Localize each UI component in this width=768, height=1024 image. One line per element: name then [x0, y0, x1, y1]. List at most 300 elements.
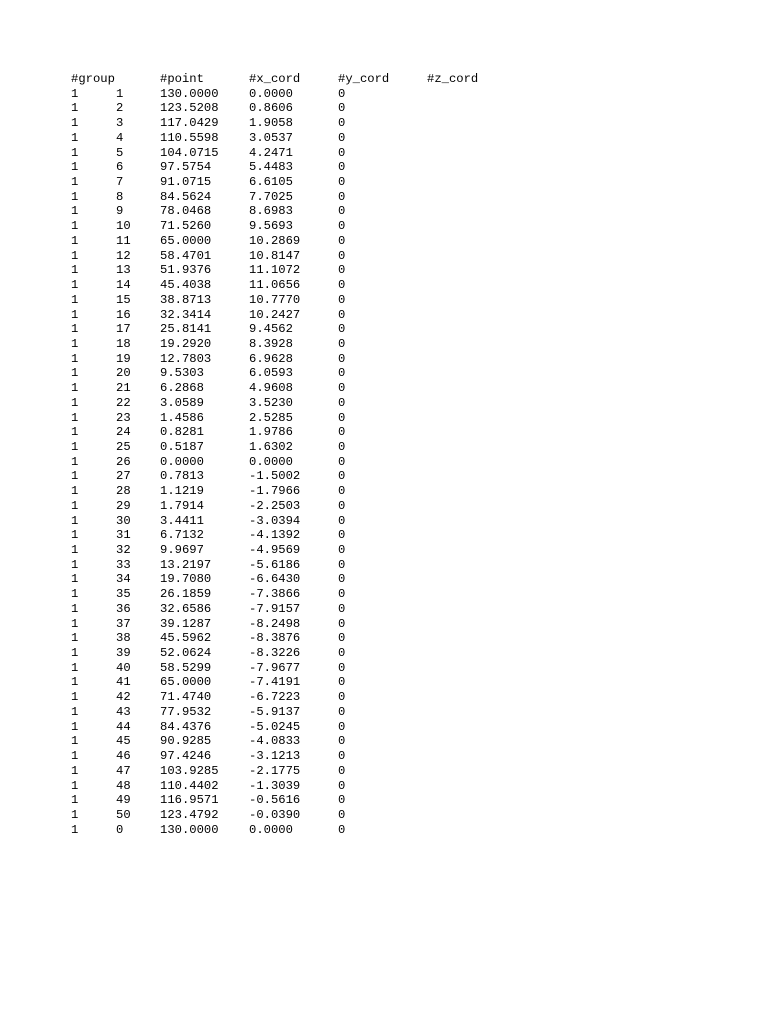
cell-group: 1: [71, 410, 79, 425]
cell-z-cord: 0: [338, 807, 346, 822]
cell-group: 1: [71, 646, 79, 661]
cell-z-cord: 0: [338, 425, 346, 440]
cell-z-cord: 0: [338, 101, 346, 116]
cell-point: 24: [116, 425, 131, 440]
cell-group: 1: [71, 233, 79, 248]
cell-z-cord: 0: [338, 822, 346, 837]
cell-y-cord: -1.7966: [249, 484, 301, 499]
cell-group: 1: [71, 660, 79, 675]
table-row: [71, 440, 507, 455]
cell-x-cord: 13.2197: [160, 557, 212, 572]
cell-y-cord: 0.0000: [249, 822, 293, 837]
cell-y-cord: -8.2498: [249, 616, 301, 631]
cell-x-cord: 130.0000: [160, 86, 219, 101]
cell-x-cord: 3.4411: [160, 513, 204, 528]
table-row: [71, 396, 507, 411]
cell-z-cord: 0: [338, 366, 346, 381]
cell-group: 1: [71, 219, 79, 234]
cell-x-cord: 65.0000: [160, 233, 212, 248]
cell-x-cord: 52.0624: [160, 646, 212, 661]
cell-z-cord: 0: [338, 704, 346, 719]
table-row: [71, 381, 507, 396]
header-y-cord: #y_cord: [338, 72, 390, 86]
cell-point: 29: [116, 498, 131, 513]
cell-group: 1: [71, 543, 79, 557]
cell-x-cord: 77.9532: [160, 704, 212, 719]
cell-x-cord: 32.6586: [160, 601, 212, 616]
cell-z-cord: 0: [338, 263, 346, 278]
cell-x-cord: 90.9285: [160, 734, 212, 749]
cell-point: 30: [116, 513, 131, 528]
cell-point: 0: [116, 822, 124, 837]
header-z-cord: #z_cord: [427, 72, 479, 86]
cell-z-cord: 0: [338, 116, 346, 131]
cell-group: 1: [71, 675, 79, 690]
table-row: [71, 646, 507, 661]
cell-group: 1: [71, 425, 79, 440]
cell-point: 32: [116, 543, 131, 557]
cell-z-cord: 0: [338, 160, 346, 175]
cell-point: 33: [116, 557, 131, 572]
cell-x-cord: 32.3414: [160, 307, 212, 322]
cell-y-cord: 5.4483: [249, 160, 293, 175]
cell-group: 1: [71, 528, 79, 543]
cell-z-cord: 0: [338, 631, 346, 646]
table-row: [71, 720, 507, 735]
cell-y-cord: 10.8147: [249, 248, 301, 263]
header-group: #group: [71, 72, 115, 86]
cell-z-cord: 0: [338, 616, 346, 631]
cell-group: 1: [71, 587, 79, 602]
cell-x-cord: 84.4376: [160, 719, 212, 734]
cell-group: 1: [71, 116, 79, 131]
header-row: [71, 72, 507, 87]
cell-point: 43: [116, 704, 131, 719]
cell-y-cord: -4.9569: [249, 543, 301, 557]
cell-z-cord: 0: [338, 86, 346, 101]
cell-z-cord: 0: [338, 484, 346, 499]
cell-group: 1: [71, 175, 79, 190]
cell-point: 7: [116, 175, 124, 190]
cell-z-cord: 0: [338, 543, 346, 557]
table-row: [71, 793, 507, 808]
cell-point: 28: [116, 484, 131, 499]
cell-x-cord: 110.4402: [160, 778, 219, 793]
cell-group: 1: [71, 263, 79, 278]
cell-z-cord: 0: [338, 175, 346, 190]
cell-point: 42: [116, 690, 131, 705]
cell-point: 21: [116, 381, 131, 396]
cell-x-cord: 45.5962: [160, 631, 212, 646]
cell-y-cord: 1.9786: [249, 425, 293, 440]
table-row: [71, 558, 507, 573]
cell-z-cord: 0: [338, 587, 346, 602]
table-row: [71, 366, 507, 381]
cell-z-cord: 0: [338, 145, 346, 160]
cell-group: 1: [71, 381, 79, 396]
cell-z-cord: 0: [338, 410, 346, 425]
cell-point: 19: [116, 351, 131, 366]
cell-z-cord: 0: [338, 557, 346, 572]
cell-z-cord: 0: [338, 336, 346, 351]
cell-x-cord: 19.2920: [160, 336, 212, 351]
table-row: [71, 572, 507, 587]
header-point: #point: [160, 72, 204, 86]
cell-z-cord: 0: [338, 646, 346, 661]
cell-group: 1: [71, 351, 79, 366]
cell-z-cord: 0: [338, 395, 346, 410]
table-row: [71, 219, 507, 234]
cell-y-cord: -4.1392: [249, 528, 301, 543]
cell-y-cord: -1.3039: [249, 778, 301, 793]
cell-z-cord: 0: [338, 498, 346, 513]
cell-z-cord: 0: [338, 204, 346, 219]
cell-z-cord: 0: [338, 749, 346, 764]
cell-y-cord: -8.3226: [249, 646, 301, 661]
cell-y-cord: 3.0537: [249, 130, 293, 145]
cell-x-cord: 1.4586: [160, 410, 204, 425]
cell-group: 1: [71, 793, 79, 808]
cell-z-cord: 0: [338, 528, 346, 543]
cell-group: 1: [71, 278, 79, 293]
cell-group: 1: [71, 749, 79, 764]
cell-y-cord: 4.9608: [249, 381, 293, 396]
cell-group: 1: [71, 322, 79, 337]
cell-y-cord: 9.5693: [249, 219, 293, 234]
cell-y-cord: -7.3866: [249, 587, 301, 602]
cell-point: 11: [116, 233, 131, 248]
cell-point: 44: [116, 719, 131, 734]
table-row: [71, 808, 507, 823]
cell-x-cord: 91.0715: [160, 175, 212, 190]
cell-point: 14: [116, 278, 131, 293]
cell-x-cord: 58.4701: [160, 248, 212, 263]
table-row: [71, 705, 507, 720]
cell-group: 1: [71, 395, 79, 410]
cell-z-cord: 0: [338, 278, 346, 293]
cell-z-cord: 0: [338, 778, 346, 793]
cell-group: 1: [71, 704, 79, 719]
cell-x-cord: 9.5303: [160, 366, 204, 381]
cell-z-cord: 0: [338, 233, 346, 248]
cell-group: 1: [71, 690, 79, 705]
table-row: [71, 690, 507, 705]
cell-x-cord: 39.1287: [160, 616, 212, 631]
cell-x-cord: 26.1859: [160, 587, 212, 602]
table-row: [71, 308, 507, 323]
cell-group: 1: [71, 454, 79, 469]
cell-group: 1: [71, 439, 79, 454]
table-row: [71, 469, 507, 484]
cell-x-cord: 19.7080: [160, 572, 212, 587]
cell-y-cord: 2.5285: [249, 410, 293, 425]
cell-z-cord: 0: [338, 248, 346, 263]
cell-y-cord: -0.5616: [249, 793, 301, 808]
cell-y-cord: -8.3876: [249, 631, 301, 646]
cell-group: 1: [71, 189, 79, 204]
cell-x-cord: 117.0429: [160, 116, 219, 131]
cell-x-cord: 84.5624: [160, 189, 212, 204]
cell-x-cord: 78.0468: [160, 204, 212, 219]
cell-group: 1: [71, 719, 79, 734]
cell-x-cord: 71.5260: [160, 219, 212, 234]
cell-z-cord: 0: [338, 439, 346, 454]
cell-z-cord: 0: [338, 793, 346, 808]
cell-x-cord: 38.8713: [160, 292, 212, 307]
cell-z-cord: 0: [338, 690, 346, 705]
cell-y-cord: 3.5230: [249, 395, 293, 410]
table-row: [71, 484, 507, 499]
cell-z-cord: 0: [338, 219, 346, 234]
table-row: [71, 587, 507, 602]
cell-point: 26: [116, 454, 131, 469]
cell-x-cord: 51.9376: [160, 263, 212, 278]
cell-point: 23: [116, 410, 131, 425]
cell-y-cord: -2.1775: [249, 763, 301, 778]
cell-point: 31: [116, 528, 131, 543]
table-row: [71, 175, 507, 190]
cell-y-cord: 6.0593: [249, 366, 293, 381]
table-row: [71, 764, 507, 779]
cell-y-cord: 8.3928: [249, 336, 293, 351]
cell-x-cord: 104.0715: [160, 145, 219, 160]
cell-x-cord: 123.4792: [160, 807, 219, 822]
cell-z-cord: 0: [338, 292, 346, 307]
cell-z-cord: 0: [338, 130, 346, 145]
table-row: [71, 263, 507, 278]
table-row: [71, 190, 507, 205]
cell-group: 1: [71, 807, 79, 822]
cell-group: 1: [71, 763, 79, 778]
cell-x-cord: 6.7132: [160, 528, 204, 543]
cell-y-cord: 10.7770: [249, 292, 301, 307]
cell-y-cord: 0.8606: [249, 101, 293, 116]
cell-y-cord: 7.7025: [249, 189, 293, 204]
cell-z-cord: 0: [338, 763, 346, 778]
cell-point: 10: [116, 219, 131, 234]
cell-point: 20: [116, 366, 131, 381]
table-row: [71, 131, 507, 146]
cell-y-cord: -5.6186: [249, 557, 301, 572]
table-row: [71, 514, 507, 529]
cell-y-cord: 11.1072: [249, 263, 301, 278]
cell-x-cord: 110.5598: [160, 130, 219, 145]
data-rows: [71, 87, 507, 838]
cell-group: 1: [71, 101, 79, 116]
table-row: [71, 322, 507, 337]
cell-z-cord: 0: [338, 601, 346, 616]
cell-z-cord: 0: [338, 189, 346, 204]
cell-y-cord: 1.9058: [249, 116, 293, 131]
cell-point: 16: [116, 307, 131, 322]
cell-y-cord: 0.0000: [249, 86, 293, 101]
table-row: [71, 352, 507, 367]
cell-group: 1: [71, 822, 79, 837]
table-row: [71, 278, 507, 293]
cell-y-cord: 9.4562: [249, 322, 293, 337]
cell-x-cord: 116.9571: [160, 793, 219, 808]
table-row: [71, 528, 507, 543]
cell-x-cord: 130.0000: [160, 822, 219, 837]
cell-point: 1: [116, 86, 124, 101]
cell-point: 38: [116, 631, 131, 646]
cell-point: 36: [116, 601, 131, 616]
cell-z-cord: 0: [338, 675, 346, 690]
cell-y-cord: 11.0656: [249, 278, 301, 293]
table-row: [71, 661, 507, 676]
cell-point: 12: [116, 248, 131, 263]
cell-group: 1: [71, 498, 79, 513]
table-row: [71, 823, 507, 838]
cell-group: 1: [71, 292, 79, 307]
cell-point: 25: [116, 439, 131, 454]
table-row: [71, 337, 507, 352]
table-row: [71, 455, 507, 470]
cell-y-cord: -7.4191: [249, 675, 301, 690]
cell-y-cord: -6.7223: [249, 690, 301, 705]
cell-point: 2: [116, 101, 124, 116]
table-row: [71, 602, 507, 617]
cell-x-cord: 0.5187: [160, 439, 204, 454]
cell-point: 49: [116, 793, 131, 808]
cell-x-cord: 9.9697: [160, 543, 204, 557]
cell-z-cord: 0: [338, 572, 346, 587]
cell-x-cord: 1.1219: [160, 484, 204, 499]
cell-group: 1: [71, 145, 79, 160]
cell-y-cord: 8.6983: [249, 204, 293, 219]
cell-group: 1: [71, 469, 79, 484]
cell-y-cord: -3.0394: [249, 513, 301, 528]
cell-group: 1: [71, 86, 79, 101]
cell-point: 15: [116, 292, 131, 307]
cell-point: 3: [116, 116, 124, 131]
cell-z-cord: 0: [338, 719, 346, 734]
cell-group: 1: [71, 366, 79, 381]
cell-x-cord: 45.4038: [160, 278, 212, 293]
cell-group: 1: [71, 631, 79, 646]
cell-y-cord: -6.6430: [249, 572, 301, 587]
cell-z-cord: 0: [338, 351, 346, 366]
cell-x-cord: 123.5208: [160, 101, 219, 116]
cell-x-cord: 6.2868: [160, 381, 204, 396]
cell-x-cord: 65.0000: [160, 675, 212, 690]
cell-x-cord: 1.7914: [160, 498, 204, 513]
table-row: [71, 411, 507, 426]
cell-point: 41: [116, 675, 131, 690]
table-row: [71, 425, 507, 440]
cell-point: 35: [116, 587, 131, 602]
cell-point: 40: [116, 660, 131, 675]
cell-z-cord: 0: [338, 454, 346, 469]
cell-group: 1: [71, 307, 79, 322]
cell-y-cord: -5.9137: [249, 704, 301, 719]
cell-point: 45: [116, 734, 131, 749]
cell-group: 1: [71, 513, 79, 528]
table-row: [71, 779, 507, 794]
table-row: [71, 160, 507, 175]
table-row: [71, 734, 507, 749]
cell-y-cord: 6.6105: [249, 175, 293, 190]
cell-y-cord: -5.0245: [249, 719, 301, 734]
cell-y-cord: 6.9628: [249, 351, 293, 366]
cell-point: 34: [116, 572, 131, 587]
cell-point: 6: [116, 160, 124, 175]
table-row: [71, 101, 507, 116]
table-row: [71, 293, 507, 308]
cell-point: 4: [116, 130, 124, 145]
cell-point: 50: [116, 807, 131, 822]
cell-y-cord: -1.5002: [249, 469, 301, 484]
table-row: [71, 617, 507, 632]
table-row: [71, 116, 507, 131]
table-row: [71, 146, 507, 161]
cell-point: 37: [116, 616, 131, 631]
cell-point: 13: [116, 263, 131, 278]
table-row: [71, 249, 507, 264]
cell-point: 17: [116, 322, 131, 337]
cell-group: 1: [71, 616, 79, 631]
cell-z-cord: 0: [338, 469, 346, 484]
cell-point: 27: [116, 469, 131, 484]
cell-y-cord: -4.0833: [249, 734, 301, 749]
cell-x-cord: 3.0589: [160, 395, 204, 410]
table-row: [71, 675, 507, 690]
cell-y-cord: -7.9677: [249, 660, 301, 675]
cell-group: 1: [71, 130, 79, 145]
cell-y-cord: 0.0000: [249, 454, 293, 469]
cell-group: 1: [71, 204, 79, 219]
cell-z-cord: 0: [338, 381, 346, 396]
cell-x-cord: 58.5299: [160, 660, 212, 675]
cell-y-cord: -7.9157: [249, 601, 301, 616]
cell-x-cord: 97.4246: [160, 749, 212, 764]
table-row: [71, 749, 507, 764]
cell-point: 48: [116, 778, 131, 793]
cell-point: 18: [116, 336, 131, 351]
cell-point: 46: [116, 749, 131, 764]
cell-group: 1: [71, 557, 79, 572]
cell-x-cord: 0.7813: [160, 469, 204, 484]
cell-group: 1: [71, 160, 79, 175]
header-x-cord: #x_cord: [249, 72, 301, 86]
cell-point: 5: [116, 145, 124, 160]
cell-z-cord: 0: [338, 513, 346, 528]
table-row: [71, 631, 507, 646]
cell-x-cord: 0.0000: [160, 454, 204, 469]
table-row: [71, 543, 507, 558]
cell-point: 47: [116, 763, 131, 778]
cell-point: 9: [116, 204, 124, 219]
cell-y-cord: 4.2471: [249, 145, 293, 160]
table-row: [71, 87, 507, 102]
cell-x-cord: 25.8141: [160, 322, 212, 337]
cell-group: 1: [71, 248, 79, 263]
cell-z-cord: 0: [338, 660, 346, 675]
cell-group: 1: [71, 601, 79, 616]
cell-z-cord: 0: [338, 307, 346, 322]
data-sheet: [71, 72, 507, 837]
cell-y-cord: -2.2503: [249, 498, 301, 513]
cell-group: 1: [71, 734, 79, 749]
cell-z-cord: 0: [338, 734, 346, 749]
cell-y-cord: 10.2427: [249, 307, 301, 322]
cell-point: 39: [116, 646, 131, 661]
cell-x-cord: 103.9285: [160, 763, 219, 778]
cell-group: 1: [71, 336, 79, 351]
table-row: [71, 234, 507, 249]
cell-group: 1: [71, 778, 79, 793]
cell-point: 22: [116, 395, 131, 410]
